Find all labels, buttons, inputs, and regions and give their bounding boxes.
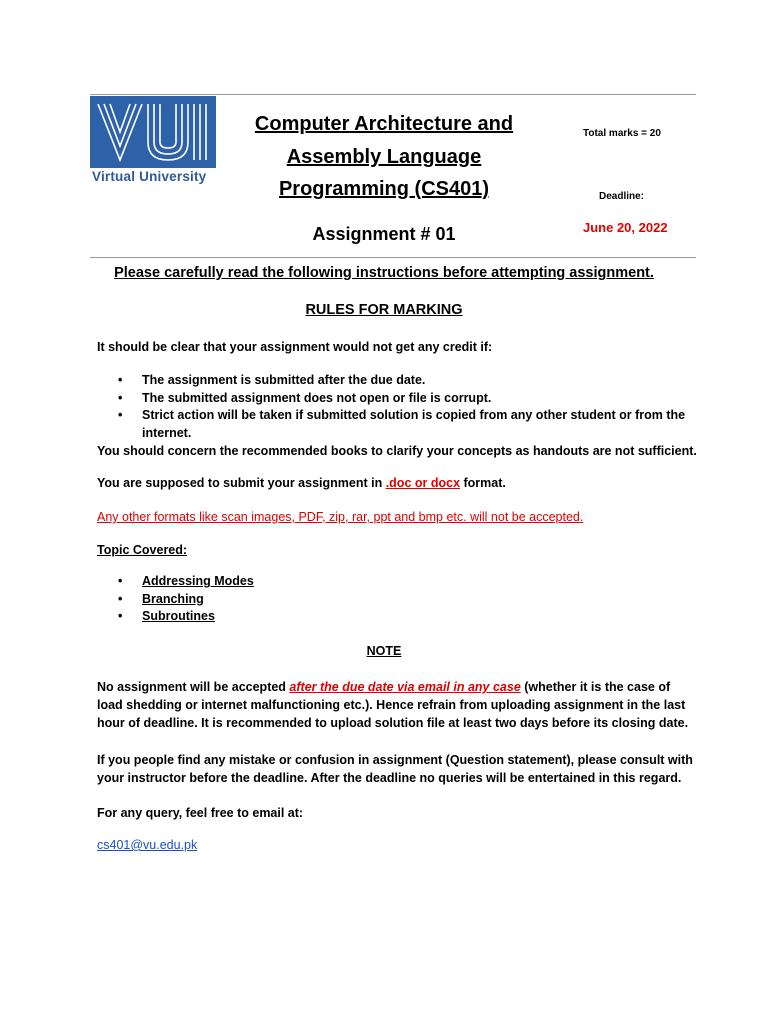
rules-list <box>97 372 697 442</box>
total-marks: Total marks = 20 <box>583 128 661 139</box>
list-item: • Subroutines <box>97 608 697 626</box>
email-link[interactable]: cs401@vu.edu.pk <box>97 838 198 852</box>
note-paragraph-1: No assignment will be accepted after the due date via email in any case (whether it is the case of load shedding or internet malfunctioning etc.). Hence refrain from uploading assignment in the last hour of deadline. It is recommended to upload solution file at least two days before its closing date. <box>97 680 689 730</box>
list-item: • Branching <box>97 591 697 609</box>
books-note: You should concern the recommended books to clarify your concepts as handouts are not sufficient. <box>97 444 697 458</box>
topics-heading: Topic Covered: <box>97 543 188 557</box>
assignment-number: Assignment # 01 <box>312 224 456 244</box>
deadline-label: Deadline: <box>599 191 645 202</box>
format-highlight: .doc or docx <box>385 476 461 490</box>
email-link-wrap <box>97 836 697 854</box>
query-text: For any query, feel free to email at: <box>97 806 304 820</box>
header-divider <box>90 257 696 258</box>
logo-text: Virtual University <box>92 169 207 184</box>
vu-logo-mark <box>90 96 216 168</box>
format-instruction: You are supposed to submit your assignment in .doc or docx format. <box>97 476 506 490</box>
note-highlight: after the due date via email in any case <box>289 680 521 694</box>
list-item: • The submitted assignment does not open or file is corrupt. <box>97 390 697 408</box>
course-title-line-2: Assembly Language <box>286 146 482 168</box>
bullet-icon: • <box>118 574 123 588</box>
list-item: • Addressing Modes <box>97 573 697 591</box>
bullet-icon: • <box>118 373 123 387</box>
other-formats-warning: Any other formats like scan images, PDF, zip, rar, ppt and bmp etc. will not be accepted. <box>97 510 584 524</box>
list-item: • Strict action will be taken if submitted solution is copied from any other student or from the internet. <box>118 408 686 440</box>
note-heading: NOTE <box>366 644 402 658</box>
course-title-line-1: Computer Architecture and <box>254 113 514 135</box>
vu-logo <box>90 96 216 192</box>
course-title-line-3: Programming (CS401) <box>278 178 490 200</box>
deadline-date: June 20, 2022 <box>583 220 668 235</box>
note-paragraph-2: If you people find any mistake or confusion in assignment (Question statement), please consult with your instructor before the deadline. After the deadline no queries will be entertained in this regard. <box>97 753 693 785</box>
bullet-icon: • <box>118 609 123 623</box>
rules-heading: RULES FOR MARKING <box>305 302 463 318</box>
list-item: • The assignment is submitted after the due date. <box>97 372 697 390</box>
topics-list <box>97 573 697 626</box>
bullet-icon: • <box>118 390 123 405</box>
bullet-icon: • <box>118 591 123 606</box>
instructions-heading: Please carefully read the following instructions before attempting assignment. <box>114 265 654 281</box>
bullet-icon: • <box>118 408 123 422</box>
top-divider <box>90 94 696 95</box>
rules-intro: It should be clear that your assignment would not get any credit if: <box>97 340 493 354</box>
